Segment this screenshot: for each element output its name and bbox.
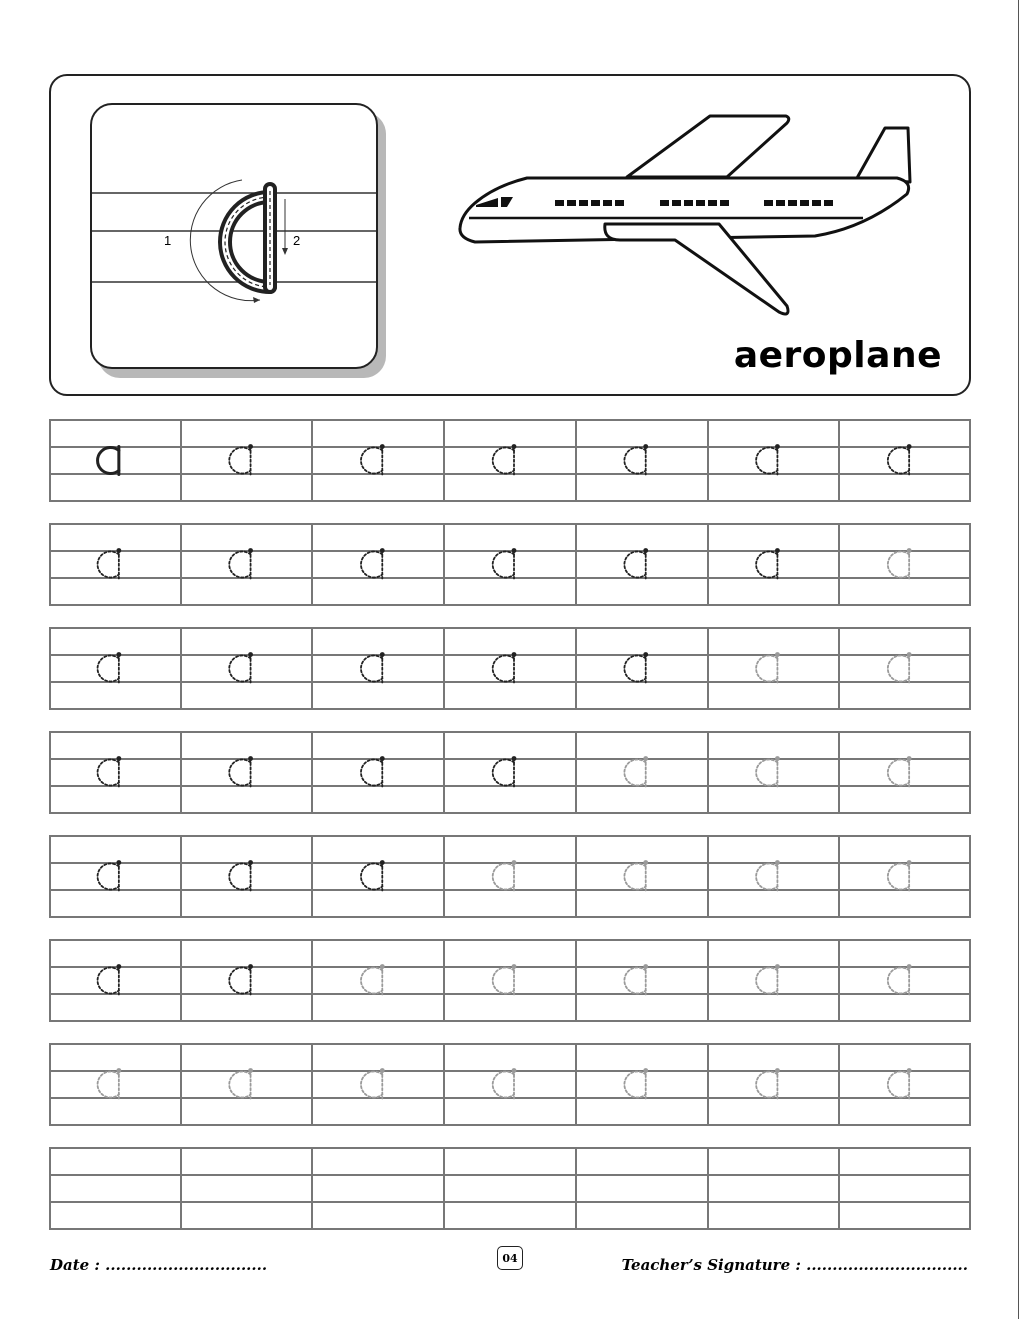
trace-letter bbox=[493, 756, 517, 786]
trace-letter bbox=[229, 756, 253, 786]
practice-row bbox=[49, 1147, 971, 1230]
word-label: aeroplane bbox=[733, 335, 942, 376]
trace-letter bbox=[888, 756, 912, 786]
trace-letter bbox=[756, 548, 780, 578]
trace-letter bbox=[493, 964, 517, 994]
practice-row bbox=[49, 731, 971, 814]
trace-letter bbox=[361, 548, 385, 578]
trace-letter bbox=[361, 964, 385, 994]
trace-letter bbox=[98, 860, 122, 890]
letter-stroke-guide bbox=[92, 105, 378, 369]
trace-letter bbox=[624, 756, 648, 786]
trace-letter bbox=[361, 756, 385, 786]
trace-letter bbox=[624, 444, 648, 474]
trace-letter bbox=[888, 548, 912, 578]
practice-row-lines bbox=[49, 939, 971, 1022]
aeroplane-illustration bbox=[455, 110, 925, 325]
stroke-number-1: 1 bbox=[164, 233, 172, 248]
trace-letter bbox=[624, 652, 648, 682]
trace-letter bbox=[493, 652, 517, 682]
trace-letter bbox=[756, 756, 780, 786]
trace-letter bbox=[361, 652, 385, 682]
trace-letter bbox=[229, 1068, 253, 1098]
trace-letter bbox=[756, 964, 780, 994]
trace-letter bbox=[756, 444, 780, 474]
practice-row-lines bbox=[49, 1147, 971, 1230]
trace-letter bbox=[98, 548, 122, 578]
trace-letter bbox=[756, 1068, 780, 1098]
date-field: Date : ............................... bbox=[50, 1256, 268, 1274]
page-number: 04 bbox=[497, 1246, 523, 1270]
stroke-number-2: 2 bbox=[293, 233, 301, 248]
trace-letter bbox=[756, 860, 780, 890]
trace-letter bbox=[229, 652, 253, 682]
trace-letter bbox=[98, 964, 122, 994]
practice-row-lines bbox=[49, 627, 971, 710]
practice-row-lines bbox=[49, 523, 971, 606]
practice-row bbox=[49, 523, 971, 606]
trace-letter bbox=[624, 548, 648, 578]
practice-row bbox=[49, 627, 971, 710]
trace-letter bbox=[361, 860, 385, 890]
trace-letter bbox=[888, 860, 912, 890]
trace-letter bbox=[888, 1068, 912, 1098]
trace-letter bbox=[98, 1068, 122, 1098]
practice-row-lines bbox=[49, 419, 971, 502]
trace-letter bbox=[98, 652, 122, 682]
trace-letter bbox=[888, 964, 912, 994]
trace-letter bbox=[756, 652, 780, 682]
practice-row bbox=[49, 835, 971, 918]
trace-letter bbox=[624, 860, 648, 890]
practice-row bbox=[49, 419, 971, 502]
trace-letter bbox=[888, 444, 912, 474]
practice-row-lines bbox=[49, 1043, 971, 1126]
practice-row bbox=[49, 1043, 971, 1126]
teacher-signature-field: Teacher’s Signature : ............................... bbox=[621, 1256, 968, 1274]
trace-letter bbox=[361, 1068, 385, 1098]
trace-letter bbox=[98, 756, 122, 786]
trace-letter bbox=[888, 652, 912, 682]
trace-letter bbox=[229, 444, 253, 474]
letter-card bbox=[90, 103, 378, 369]
trace-letter bbox=[624, 1068, 648, 1098]
trace-letter bbox=[624, 964, 648, 994]
model-letter bbox=[98, 447, 119, 475]
practice-row bbox=[49, 939, 971, 1022]
trace-letter bbox=[229, 964, 253, 994]
trace-letter bbox=[493, 444, 517, 474]
trace-letter bbox=[493, 548, 517, 578]
practice-row-lines bbox=[49, 835, 971, 918]
trace-letter bbox=[229, 860, 253, 890]
trace-letter bbox=[493, 1068, 517, 1098]
trace-letter bbox=[361, 444, 385, 474]
practice-row-lines bbox=[49, 731, 971, 814]
trace-letter bbox=[493, 860, 517, 890]
trace-letter bbox=[229, 548, 253, 578]
